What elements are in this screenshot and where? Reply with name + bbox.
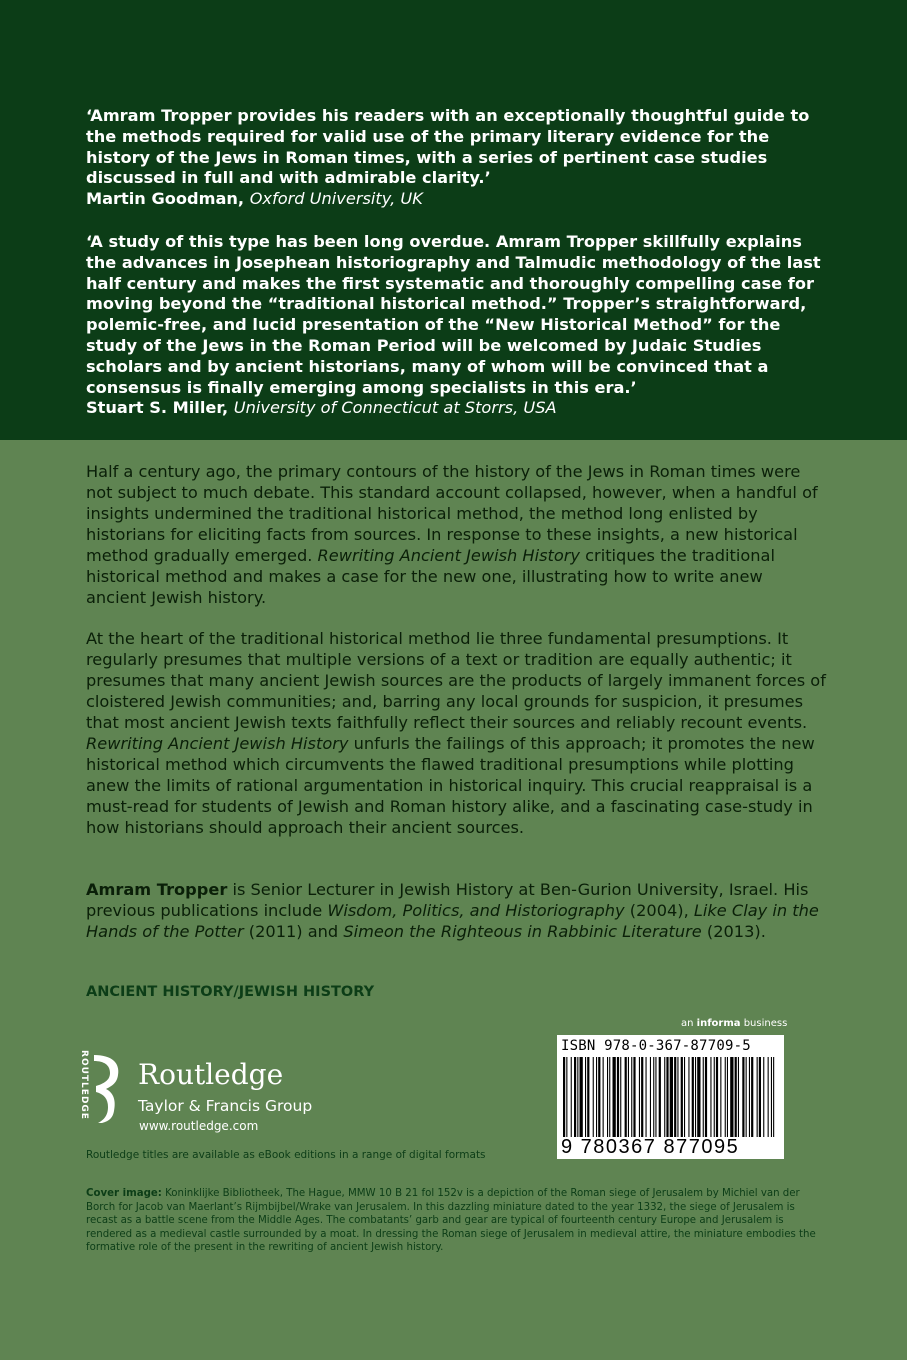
barcode-bar bbox=[650, 1057, 651, 1137]
barcode-bar bbox=[749, 1057, 750, 1137]
barcode-bar bbox=[655, 1057, 656, 1137]
isbn-digits: 9 780367 877095 bbox=[561, 1136, 740, 1158]
publication-title: Like Clay in the Hands of the Potter bbox=[86, 901, 819, 941]
endorsement-quote-miller bbox=[86, 232, 826, 419]
barcode-bar bbox=[603, 1057, 604, 1137]
publisher-name: Routledge bbox=[138, 1058, 284, 1091]
routledge-vertical-wordmark: ROUTLEDGE bbox=[79, 1050, 89, 1120]
book-title: Rewriting Ancient Jewish History bbox=[86, 734, 349, 753]
barcode-bar bbox=[633, 1057, 635, 1137]
barcode-bar bbox=[705, 1057, 707, 1137]
barcode-bar bbox=[773, 1057, 774, 1137]
barcode-bar bbox=[757, 1057, 758, 1137]
barcode-bar bbox=[697, 1057, 700, 1137]
isbn-barcode bbox=[557, 1035, 784, 1159]
quote-text: ‘Amram Tropper provides his readers with an exceptionally thoughtful guide to the methods required for valid use of the primary literary evidence for the history of the Jews in Roman times, with a series of pertinent case studies discussed in full and with admirable clarity.’ bbox=[86, 106, 810, 188]
barcode-bar bbox=[596, 1057, 597, 1137]
barcode-bar bbox=[609, 1057, 610, 1137]
isbn-label: ISBN 978-0-367-87709-5 bbox=[561, 1038, 751, 1054]
publisher-group: Taylor & Francis Group bbox=[138, 1097, 313, 1115]
barcode-bar bbox=[666, 1057, 668, 1137]
endorsements-panel bbox=[0, 0, 907, 440]
barcode-bar bbox=[571, 1057, 572, 1137]
barcode-bar bbox=[653, 1057, 654, 1137]
description-paragraph-1: Half a century ago, the primary contours of the history of the Jews in Roman times were not subject to much debate. This standard account collapsed, however, when a handful of insights undermined the traditional historical method, the method long enlisted by historians for eliciting facts from sources. In response to these insights, a new historical method gradually emerged. Rewriting Ancient Jewish History critiques the traditional historical method and makes a case for the new one, illustrating how to write anew ancient Jewish history. bbox=[86, 462, 818, 607]
barcode-bar bbox=[577, 1057, 578, 1137]
barcode-bar bbox=[684, 1057, 685, 1137]
barcode-bar bbox=[742, 1057, 744, 1137]
publisher-website: www.routledge.com bbox=[139, 1119, 259, 1133]
barcode-bar bbox=[735, 1057, 737, 1137]
barcode-bar bbox=[714, 1057, 715, 1137]
barcode-bar bbox=[730, 1057, 733, 1137]
barcode-bar bbox=[617, 1057, 619, 1137]
subject-category: ANCIENT HISTORY/JEWISH HISTORY bbox=[86, 984, 375, 1000]
barcode-bar bbox=[646, 1057, 647, 1137]
barcode-bar bbox=[681, 1057, 683, 1137]
barcode-bar bbox=[703, 1057, 704, 1137]
publication-title: Simeon the Righteous in Rabbinic Literature bbox=[343, 922, 702, 941]
barcode-bar bbox=[695, 1057, 696, 1137]
barcode-bar bbox=[771, 1057, 772, 1137]
barcode-bar bbox=[670, 1057, 673, 1137]
barcode-bar bbox=[628, 1057, 629, 1137]
author-name: Amram Tropper bbox=[86, 880, 228, 899]
description-paragraph-2: At the heart of the traditional historical method lie three fundamental presumptions. It regularly presumes that multiple versions of a text or tradition are equally authentic; it presumes that many ancient Jewish sources are the products of largely immanent forces of cloistered Jewish communities; and, barring any local grounds for suspicion, it presumes that most ancient Jewish texts faithfully reflect their sources and reliably recount events. Rewriting Ancient Jewish History unfurls the failings of this approach; it promotes the new historical method which circumvents the flawed traditional presumptions while plotting anew the limits of rational argumentation in historical inquiry. This crucial reappraisal is a must-read for students of Jewish and Roman history alike, and a fascinating case-study in how historians should approach their ancient sources. bbox=[86, 629, 826, 837]
quote-attribution: Stuart S. Miller, University of Connecticut at Storrs, USA bbox=[86, 398, 557, 418]
quote-text: ‘A study of this type has been long overdue. Amram Tropper skillfully explains the advances in Josephean historiography and Talmudic methodology of the last half century and makes the first systematic and thoroughly compelling case for moving beyond the “traditional historical method.” Tropper’s straightforward, polemic-free, and lucid presentation of the “New Historical Method” for the study of the Jews in the Roman Period will be welcomed by Judaic Studies scholars and by ancient historians, many of whom will be convinced that a consensus is finally emerging among specialists in this era.’ bbox=[86, 232, 821, 397]
barcode-bar bbox=[580, 1057, 583, 1137]
barcode-bar bbox=[664, 1057, 665, 1137]
barcode-bar bbox=[759, 1057, 761, 1137]
barcode-bar bbox=[751, 1057, 753, 1137]
barcode-bar bbox=[674, 1057, 676, 1137]
barcode-bar bbox=[677, 1057, 678, 1137]
ebook-note: Routledge titles are available as eBook editions in a range of digital formats bbox=[86, 1149, 486, 1161]
barcode-bar bbox=[716, 1057, 718, 1137]
barcode-bar bbox=[631, 1057, 632, 1137]
barcode-bar bbox=[659, 1057, 661, 1137]
informa-tagline: an informa business bbox=[681, 1018, 788, 1029]
barcode-bar bbox=[727, 1057, 728, 1137]
quote-attribution: Martin Goodman, Oxford University, UK bbox=[86, 189, 423, 209]
barcode-bar bbox=[574, 1057, 576, 1137]
barcode-bar bbox=[641, 1057, 643, 1137]
barcode-bar bbox=[639, 1057, 640, 1137]
barcode-bar bbox=[738, 1057, 739, 1137]
barcode-bar bbox=[725, 1057, 726, 1137]
barcode-bar bbox=[768, 1057, 769, 1137]
barcode-bar bbox=[593, 1057, 594, 1137]
endorsement-quote-goodman bbox=[86, 106, 826, 210]
barcode-bar bbox=[692, 1057, 694, 1137]
barcode-bar bbox=[620, 1057, 621, 1137]
barcode-bar bbox=[585, 1057, 586, 1137]
barcode-bar bbox=[598, 1057, 600, 1137]
barcode-bar bbox=[710, 1057, 711, 1137]
barcode-bar bbox=[625, 1057, 627, 1137]
barcode-bar bbox=[613, 1057, 616, 1137]
author-bio: Amram Tropper is Senior Lecturer in Jewish History at Ben-Gurion University, Israel. His previous publications include Wisdom, Politics, and Historiography (2004), Like Clay in the Hands of the Potter (2011) and Simeon the Righteous in Rabbinic Literature (2013). bbox=[86, 880, 819, 941]
barcode-bar bbox=[563, 1057, 565, 1137]
barcode-bars bbox=[563, 1057, 778, 1137]
barcode-bar bbox=[720, 1057, 721, 1137]
barcode-bar bbox=[607, 1057, 608, 1137]
publication-title: Wisdom, Politics, and Historiography bbox=[327, 901, 625, 920]
barcode-bar bbox=[587, 1057, 589, 1137]
barcode-bar bbox=[566, 1057, 567, 1137]
book-title: Rewriting Ancient Jewish History bbox=[317, 546, 581, 565]
barcode-bar bbox=[688, 1057, 689, 1137]
barcode-bar bbox=[746, 1057, 747, 1137]
barcode-bar bbox=[763, 1057, 764, 1137]
cover-image-credit: Cover image: Koninklijke Bibliotheek, The Hague, MMW 10 B 21 fol 152v is a depiction of the Roman siege of Jerusalem by Michiel van der Borch for Jacob van Maerlant’s Rijmbijbel/Wrake van Jerusalem. In this dazzling miniature dated to the year 1332, the siege of Jerusalem is recast as a battle scene from the Middle Ages. The combatants’ garb and gear are typical of fourteenth century Europe and Jerusalem is rendered as a medieval castle surrounded by a moat. In dressing the Roman siege of Jerusalem in medieval attire, the miniature embodies the formative role of the present in the rewriting of ancient Jewish history. bbox=[86, 1188, 816, 1254]
